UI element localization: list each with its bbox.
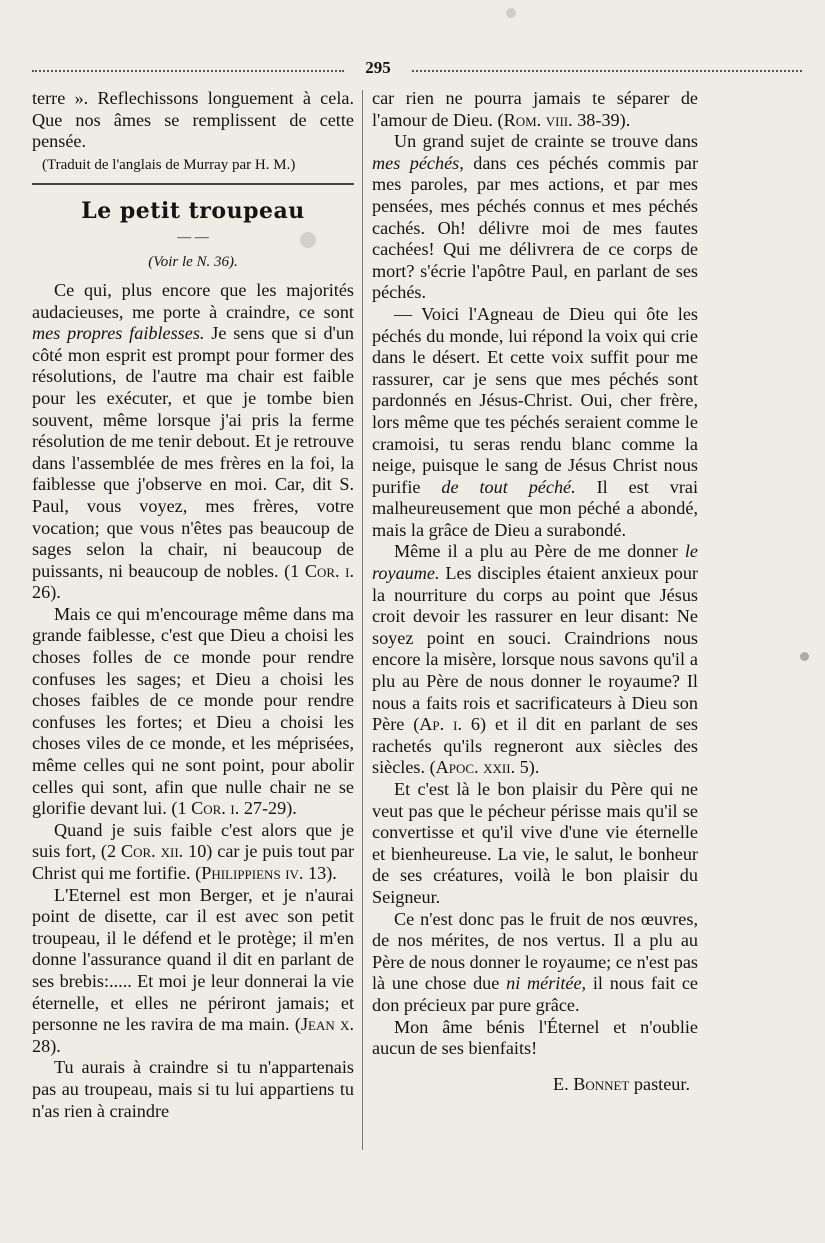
text: Même il a plu au Père de me donner (394, 541, 685, 562)
paragraph (372, 909, 698, 1017)
right-column (372, 88, 698, 1095)
header-rule-left (32, 70, 344, 72)
scripture-ref: Ap. i. 6 (419, 714, 481, 735)
paragraph (32, 280, 354, 604)
ink-smudge (506, 8, 516, 18)
text: ). (619, 109, 631, 130)
text: ). (528, 757, 540, 778)
text: L'Eternel est mon Berger, et je n'aurai point de disette, car il est avec son petit troupeau, il le défend et le protège; il m'en donne l'assurance quand il dit en parlant de ses brebis:..... Et moi je leur donnerai la vie éternelle, et elles ne périront jamais; et personne ne les ravira de ma main. ( (32, 884, 354, 1035)
text: Mais ce qui m'encourage même dans ma grande faiblesse, c'est que Dieu a choisi les choses folles de ce monde pour rendre confuses les sages; et Dieu a choisi les choses faibles de ce monde pour rendre confuses les fortes; et Dieu a choisi les choses viles de ce monde, et les méprisées, même celles qui ne sont point, pour abolir celles qui sont, afin que nulle chair ne se glorifie devant lui. (1 (32, 603, 354, 819)
scripture-ref: Cor. xii. 10 (120, 841, 207, 862)
text: ) et il dit en parlant de ses rachetés qu'ils regneront aux siècles des siècles. ( (372, 714, 698, 778)
text: — Voici l'Agneau de Dieu qui ôte les péchés du monde, lui répond la voix qui crie dans le désert. Et cette voix suffit pour me rassurer, car je sens que mes péchés sont pardonnés en Jésus-Christ. Oui, cher frère, lors même que tes péchés seraient comme le cramoisi, tu seras rendu blanc comme la neige, puisque le sang de Jésus Christ nous purifie (372, 303, 698, 497)
text: ). (50, 1035, 61, 1056)
paragraph (372, 131, 698, 304)
author-title: pasteur. (629, 1073, 690, 1094)
header-rule-right (412, 70, 802, 72)
author-name: E. Bonnet (552, 1073, 630, 1094)
scripture-ref: Cor. i. 26 (32, 560, 354, 603)
reference-note: (Voir le N. 36). (148, 254, 238, 271)
page-number: 295 (365, 58, 391, 77)
title-dash: — — (177, 230, 209, 246)
emphasis: le royaume. (372, 541, 698, 584)
paragraph: Tu aurais à craindre si tu n'appartenais pas au troupeau, mais si tu lui appartiens tu n'as rien à craindre (32, 1057, 354, 1121)
paragraph: Mon âme bénis l'Éternel et n'oublie aucun de ses bienfaits! (372, 1016, 698, 1059)
section-rule (32, 183, 354, 185)
emphasis: de tout péché. (441, 476, 576, 497)
text: ). (50, 582, 61, 603)
text: ). (326, 863, 337, 883)
emphasis: ni méritée, (506, 973, 587, 994)
text: Je sens que si d'un côté mon esprit est prompt pour former des résolutions, de l'autre ma chair est faible pour les exécuter, et que je tombe bien souvent, même lorsque j'ai pris la ferme résolution de me tenir debout. Et je retrouve dans l'assemblée de mes frères en la foi, la faiblesse que j'observe en moi. Car, dit S. Paul, vous voyez, mes frères, votre vocation; que vous n'êtes pas beaucoup de sages selon la chair, ni beaucoup de puissants, ni beaucoup de nobles. (1 (32, 323, 355, 581)
scripture-ref: Jean x. 28 (32, 1014, 354, 1056)
translation-note: (Traduit de l'anglais de Murray par H. M.) (42, 156, 296, 173)
paragraph: Et c'est là le bon plaisir du Père qui ne veut pas que le pécheur périsse mais qu'il se convertisse et qu'il vive d'une vie éternelle et bienheureuse. La vie, le salut, le bonheur de ses créatures, voilà le bon plaisir du Seigneur. (372, 779, 698, 907)
paragraph (372, 304, 698, 542)
scripture-ref: Philippiens iv. 13 (201, 863, 327, 883)
paragraph (32, 820, 354, 885)
page-header (32, 58, 802, 80)
text: Quand je suis faible c'est alors que je suis fort, (2 (32, 819, 354, 862)
column-divider (362, 90, 363, 1150)
text: ) car je puis tout par Christ qui me fortifie. ( (32, 841, 355, 883)
continuation-text: terre ». Reflechissons longuement à cela. Que nos âmes se remplissent de cette pensée. (32, 88, 354, 152)
scripture-ref: Apoc. xxii. 5 (435, 757, 529, 778)
text: Il est vrai malheureusement que mon péché a abondé, mais la grâce de Dieu a surabondé. (372, 476, 698, 540)
scripture-ref: Rom. viii. 38-39 (503, 109, 620, 130)
ink-spot (800, 652, 809, 661)
paragraph (32, 604, 354, 820)
article-title: Le petit troupeau (81, 197, 305, 224)
emphasis: mes péchés, (372, 152, 464, 173)
paragraph (372, 541, 698, 779)
text: ). (286, 798, 297, 819)
text: il nous fait ce don précieux par pure grâce. (372, 973, 698, 1015)
text: dans ces péchés commis par mes paroles, par mes actions, et par mes pensées, mes péchés connus et mes péchés cachés. Oh! délivre moi de mes fautes cachées! Qui me délivrera de ce corps de mort? s'écrie l'apôtre Paul, en parlant de ses péchés. (372, 152, 698, 303)
ink-smudge (300, 232, 316, 248)
paragraph (32, 885, 354, 1058)
signature (372, 1074, 698, 1096)
emphasis: mes propres faiblesses. (32, 323, 205, 344)
text: car rien ne pourra jamais te séparer de l'amour de Dieu. ( (372, 88, 698, 130)
text: Ce n'est donc pas le fruit de nos œuvres, de nos mérites, de nos vertus. Il a plu au Père de nous donner le royaume; ce n'est pas là une chose due (372, 908, 698, 994)
scripture-ref: Cor. i. 27-29 (191, 798, 287, 819)
text: Ce qui, plus encore que les majorités audacieuses, me porte à craindre, ce sont (32, 279, 354, 322)
paragraph (372, 88, 698, 131)
text: Les disciples étaient anxieux pour la nourriture du corps au point que Jésus croit devoir les rassurer en leur disant: Ne soyez point en souci. Craindrions nous encore la misère, lorsque nous savons qu'il a plu au Père de nous donner le royaume? Il nous a faits rois et sacrificateurs à Dieu son Père ( (372, 563, 698, 735)
text: Un grand sujet de crainte se trouve dans (394, 131, 698, 152)
